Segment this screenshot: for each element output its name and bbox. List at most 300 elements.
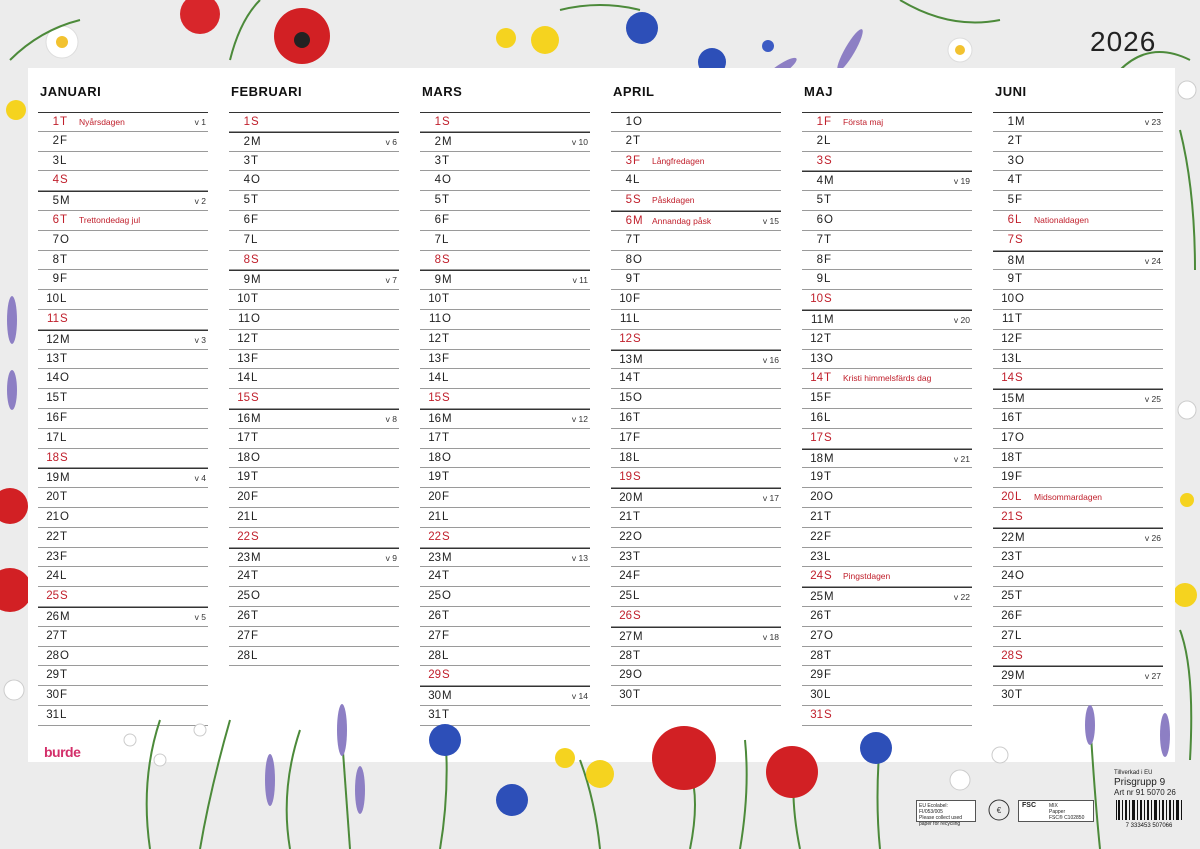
day-row: [802, 389, 972, 409]
weekday-letter: O: [633, 392, 642, 405]
day-row: [611, 607, 781, 627]
day-row: [611, 310, 781, 330]
day-number: 24: [619, 570, 632, 583]
day-number: 7: [625, 233, 632, 246]
day-row: [420, 211, 590, 231]
day-row: [802, 449, 972, 469]
day-number: 16: [810, 411, 823, 424]
day-row: [420, 468, 590, 488]
weekday-letter: M: [60, 333, 70, 346]
day-row: [229, 152, 399, 172]
day-row: [229, 409, 399, 429]
day-number: 26: [46, 610, 59, 623]
holiday-name: Midsommardagen: [1034, 492, 1103, 503]
day-number: 20: [46, 491, 59, 504]
week-number: v 13: [571, 552, 588, 563]
weekday-letter: F: [60, 273, 68, 286]
day-row: [802, 211, 972, 231]
day-row: [993, 231, 1163, 251]
day-number: 5: [625, 194, 632, 207]
day-number: 10: [46, 293, 59, 306]
weekday-letter: S: [1015, 649, 1023, 662]
day-number: 25: [428, 590, 441, 603]
day-row: [611, 191, 781, 211]
day-number: 23: [428, 551, 441, 564]
weekday-letter: T: [442, 570, 450, 583]
day-row: [611, 112, 781, 132]
weekday-letter: F: [442, 352, 450, 365]
weekday-letter: F: [633, 154, 641, 167]
day-number: 16: [1001, 411, 1014, 424]
weekday-letter: L: [442, 372, 449, 385]
ecolabel-box: [916, 800, 976, 827]
day-number: 28: [1001, 649, 1014, 662]
day-row: [611, 666, 781, 686]
day-number: 30: [810, 689, 823, 702]
day-number: 9: [625, 273, 632, 286]
day-row: [802, 627, 972, 647]
day-number: 14: [46, 372, 59, 385]
day-number: 1: [434, 116, 441, 128]
day-number: 31: [428, 708, 441, 721]
weekday-letter: O: [633, 669, 642, 682]
day-row: [420, 429, 590, 449]
weekday-letter: O: [1015, 431, 1024, 444]
weekday-letter: T: [1015, 590, 1023, 603]
weekday-letter: S: [633, 194, 641, 207]
day-number: 14: [1001, 372, 1014, 385]
day-row: [993, 132, 1163, 152]
weekday-letter: S: [824, 570, 832, 583]
day-row: [38, 508, 208, 528]
day-number: 27: [428, 629, 441, 642]
weekday-letter: T: [633, 134, 641, 147]
day-number: 15: [46, 392, 59, 405]
day-number: 27: [46, 629, 59, 642]
week-number: v 8: [385, 413, 397, 424]
day-row: [420, 528, 590, 548]
day-row: [993, 152, 1163, 172]
weekday-letter: T: [251, 609, 259, 622]
day-row: [38, 112, 208, 132]
weekday-letter: T: [251, 471, 259, 484]
day-row: [229, 211, 399, 231]
weekday-letter: S: [824, 708, 832, 721]
weekday-letter: T: [633, 550, 641, 563]
weekday-letter: T: [1015, 550, 1023, 563]
weekday-letter: T: [1015, 174, 1023, 187]
weekday-letter: O: [824, 491, 833, 504]
weekday-letter: S: [60, 451, 68, 464]
weekday-letter: F: [251, 352, 259, 365]
day-row: [611, 231, 781, 251]
day-number: 25: [810, 591, 823, 604]
day-number: 6: [434, 213, 441, 226]
day-number: 12: [1001, 332, 1014, 345]
holiday-name: Trettondedag jul: [79, 214, 141, 225]
weekday-letter: T: [251, 194, 259, 207]
day-number: 29: [428, 669, 441, 682]
day-row: [611, 567, 781, 587]
day-row: [229, 330, 399, 350]
day-row: [802, 191, 972, 211]
day-number: 11: [429, 312, 441, 325]
day-row: [420, 171, 590, 191]
weekday-letter: T: [824, 372, 832, 385]
week-number: v 2: [194, 196, 206, 207]
holiday-name: Nationaldagen: [1034, 214, 1089, 225]
day-row: [802, 310, 972, 330]
weekday-letter: L: [633, 590, 640, 603]
day-row: [802, 330, 972, 350]
day-number: 18: [46, 451, 59, 464]
day-row: [229, 508, 399, 528]
day-number: 25: [1001, 590, 1014, 603]
day-row: [38, 607, 208, 627]
month-title: FEBRUARI: [231, 84, 303, 99]
weekday-letter: F: [251, 491, 259, 504]
weekday-letter: S: [60, 312, 68, 325]
day-row: [611, 429, 781, 449]
poppy-illustration: [180, 0, 330, 64]
svg-text:€: €: [996, 806, 1002, 815]
weekday-letter: F: [60, 550, 68, 563]
day-row: [38, 548, 208, 568]
day-row: [229, 468, 399, 488]
weekday-letter: F: [442, 213, 450, 226]
weekday-letter: M: [1015, 116, 1025, 128]
day-number: 28: [46, 649, 59, 662]
weekday-letter: M: [824, 175, 834, 188]
day-row: [38, 330, 208, 350]
weekday-letter: O: [1015, 570, 1024, 583]
day-row: [611, 548, 781, 568]
day-number: 2: [434, 135, 441, 148]
day-number: 7: [434, 233, 441, 246]
day-row: [38, 468, 208, 488]
weekday-letter: L: [60, 708, 67, 721]
weekday-letter: L: [633, 312, 640, 325]
week-number: v 24: [1144, 255, 1161, 266]
eu-ecolabel-icon: [984, 798, 1014, 826]
day-row: [802, 587, 972, 607]
weekday-letter: S: [442, 669, 450, 682]
day-number: 4: [816, 175, 823, 188]
weekday-letter: M: [442, 135, 452, 148]
day-row: [611, 152, 781, 172]
day-row: [802, 548, 972, 568]
day-number: 6: [816, 213, 823, 226]
day-number: 11: [811, 313, 823, 326]
day-number: 6: [625, 214, 632, 227]
day-row: [420, 231, 590, 251]
week-number: v 3: [194, 334, 206, 345]
day-number: 21: [619, 510, 632, 523]
day-row: [229, 251, 399, 271]
day-row: [38, 270, 208, 290]
day-row: [802, 132, 972, 152]
day-number: 23: [1001, 550, 1014, 563]
day-row: [993, 508, 1163, 528]
weekday-letter: T: [1015, 273, 1023, 286]
day-number: 6: [52, 213, 59, 226]
day-number: 21: [428, 510, 441, 523]
day-number: 11: [620, 312, 632, 325]
holiday-name: Första maj: [843, 117, 884, 127]
weekday-letter: M: [442, 551, 452, 564]
day-row: [993, 607, 1163, 627]
weekday-letter: T: [442, 194, 450, 207]
holiday-name: Nyårsdagen: [79, 117, 125, 127]
day-row: [229, 270, 399, 290]
month-title: MARS: [422, 84, 463, 99]
day-row: [993, 290, 1163, 310]
weekday-letter: M: [442, 690, 452, 703]
day-row: [802, 508, 972, 528]
day-row: [993, 627, 1163, 647]
day-row: [993, 310, 1163, 330]
day-row: [993, 468, 1163, 488]
weekday-letter: L: [824, 689, 831, 702]
day-number: 19: [619, 471, 632, 484]
day-row: [38, 409, 208, 429]
weekday-letter: T: [60, 669, 68, 682]
day-list: [611, 112, 781, 706]
weekday-letter: M: [633, 214, 643, 227]
day-row: [802, 429, 972, 449]
day-number: 24: [46, 570, 59, 583]
weekday-letter: O: [251, 451, 260, 464]
made-in-text: Tillverkad i EU: [1114, 770, 1153, 776]
lavender-illustration: [761, 27, 867, 72]
day-number: 17: [46, 431, 59, 444]
day-row: [802, 468, 972, 488]
day-number: 5: [1007, 194, 1014, 207]
day-number: 28: [428, 649, 441, 662]
day-row: [993, 389, 1163, 409]
month-title: MAJ: [804, 84, 833, 99]
weekday-letter: L: [60, 570, 67, 583]
weekday-letter: T: [60, 530, 68, 543]
week-number: v 14: [571, 691, 588, 702]
day-number: 12: [237, 332, 250, 345]
weekday-letter: T: [251, 293, 259, 306]
day-row: [611, 389, 781, 409]
weekday-letter: F: [824, 253, 832, 266]
weekday-letter: M: [824, 313, 834, 326]
day-number: 24: [1001, 570, 1014, 583]
weekday-letter: M: [1015, 670, 1025, 683]
day-row: [993, 429, 1163, 449]
day-list: [38, 112, 208, 726]
day-number: 2: [1007, 134, 1014, 147]
weekday-letter: O: [251, 590, 260, 603]
weekday-letter: F: [251, 629, 259, 642]
product-info: [1114, 768, 1176, 798]
weekday-letter: F: [1015, 332, 1023, 345]
weekday-letter: T: [1015, 451, 1023, 464]
day-number: 29: [619, 669, 632, 682]
day-row: [420, 508, 590, 528]
day-number: 20: [237, 491, 250, 504]
day-number: 8: [434, 253, 441, 266]
barcode: [1114, 800, 1184, 828]
day-row: [229, 290, 399, 310]
day-number: 3: [52, 154, 59, 167]
weekday-letter: O: [1015, 154, 1024, 167]
day-row: [611, 528, 781, 548]
weekday-letter: L: [60, 154, 67, 167]
day-list: [229, 112, 399, 666]
day-row: [993, 666, 1163, 686]
day-number: 2: [243, 135, 250, 148]
flower-border-left-illustration: [0, 70, 28, 770]
weekday-letter: T: [442, 431, 450, 444]
day-row: [420, 587, 590, 607]
weekday-letter: M: [824, 591, 834, 604]
day-row: [802, 112, 972, 132]
day-number: 5: [243, 194, 250, 207]
weekday-letter: M: [633, 492, 643, 505]
weekday-letter: M: [633, 630, 643, 643]
day-row: [420, 350, 590, 370]
day-number: 13: [237, 352, 250, 365]
day-row: [229, 647, 399, 667]
day-row: [993, 548, 1163, 568]
weekday-letter: T: [60, 352, 68, 365]
day-row: [611, 627, 781, 647]
day-row: [38, 132, 208, 152]
day-row: [229, 627, 399, 647]
weekday-letter: L: [251, 649, 258, 662]
day-row: [38, 666, 208, 686]
article-number-text: Art nr 91 5070 26: [1114, 788, 1176, 797]
week-number: v 6: [385, 136, 397, 147]
day-number: 4: [434, 174, 441, 187]
day-number: 28: [810, 649, 823, 662]
day-number: 27: [619, 630, 632, 643]
weekday-letter: M: [1015, 531, 1025, 544]
day-number: 14: [619, 372, 632, 385]
weekday-letter: L: [442, 233, 449, 246]
day-row: [420, 290, 590, 310]
weekday-letter: O: [60, 233, 69, 246]
day-number: 2: [52, 134, 59, 147]
day-number: 3: [625, 154, 632, 167]
weekday-letter: F: [633, 431, 641, 444]
day-number: 23: [237, 551, 250, 564]
weekday-letter: F: [1015, 609, 1023, 622]
day-row: [38, 429, 208, 449]
day-number: 10: [428, 293, 441, 306]
day-number: 13: [428, 352, 441, 365]
day-row: [993, 211, 1163, 231]
weekday-letter: S: [442, 392, 450, 405]
weekday-letter: T: [251, 431, 259, 444]
day-row: [38, 567, 208, 587]
day-number: 9: [243, 274, 250, 287]
day-number: 22: [810, 530, 823, 543]
calendar-year: 2026: [1090, 26, 1157, 57]
day-row: [993, 409, 1163, 429]
weekday-letter: T: [824, 471, 832, 484]
day-row: [229, 112, 399, 132]
day-number: 6: [1007, 213, 1014, 226]
day-row: [229, 587, 399, 607]
day-row: [611, 211, 781, 231]
weekday-letter: O: [633, 116, 642, 128]
month-title: JUNI: [995, 84, 1027, 99]
day-row: [229, 429, 399, 449]
day-row: [38, 488, 208, 508]
day-number: 28: [237, 649, 250, 662]
weekday-letter: M: [251, 412, 261, 425]
day-row: [38, 528, 208, 548]
holiday-name: Långfredagen: [652, 155, 705, 166]
brand-logo: burde: [44, 744, 81, 760]
weekday-letter: T: [251, 332, 259, 345]
day-number: 14: [237, 372, 250, 385]
weekday-letter: L: [633, 451, 640, 464]
weekday-letter: M: [251, 274, 261, 287]
day-number: 15: [237, 392, 250, 405]
day-number: 19: [46, 472, 59, 485]
day-number: 12: [619, 332, 632, 345]
weekday-letter: S: [824, 431, 832, 444]
day-number: 12: [46, 333, 59, 346]
fsc-mix-text: MIX: [1049, 803, 1058, 809]
day-number: 13: [619, 353, 632, 366]
day-row: [802, 488, 972, 508]
week-number: v 25: [1144, 394, 1161, 405]
weekday-letter: O: [442, 590, 451, 603]
day-number: 3: [243, 154, 250, 167]
weekday-letter: F: [60, 689, 68, 702]
weekday-letter: O: [633, 253, 642, 266]
day-row: [611, 409, 781, 429]
weekday-letter: M: [251, 135, 261, 148]
weekday-letter: S: [60, 174, 68, 187]
day-number: 4: [52, 174, 59, 187]
day-number: 12: [810, 332, 823, 345]
day-row: [802, 152, 972, 172]
day-number: 19: [237, 471, 250, 484]
day-number: 21: [810, 510, 823, 523]
day-number: 22: [428, 530, 441, 543]
day-row: [229, 191, 399, 211]
day-row: [611, 290, 781, 310]
week-number: v 18: [762, 631, 779, 642]
day-number: 17: [619, 431, 632, 444]
week-number: v 23: [1144, 117, 1161, 127]
week-number: v 12: [571, 413, 588, 424]
week-number: v 11: [572, 275, 588, 286]
day-row: [993, 488, 1163, 508]
day-number: 7: [243, 233, 250, 246]
day-number: 10: [619, 293, 632, 306]
day-number: 18: [619, 451, 632, 464]
day-number: 6: [243, 213, 250, 226]
weekday-letter: T: [1015, 689, 1023, 702]
weekday-letter: T: [1015, 312, 1023, 325]
day-row: [993, 191, 1163, 211]
day-number: 15: [810, 392, 823, 405]
day-row: [229, 548, 399, 568]
day-row: [229, 567, 399, 587]
week-number: v 22: [953, 592, 970, 603]
day-row: [611, 132, 781, 152]
day-row: [802, 171, 972, 191]
